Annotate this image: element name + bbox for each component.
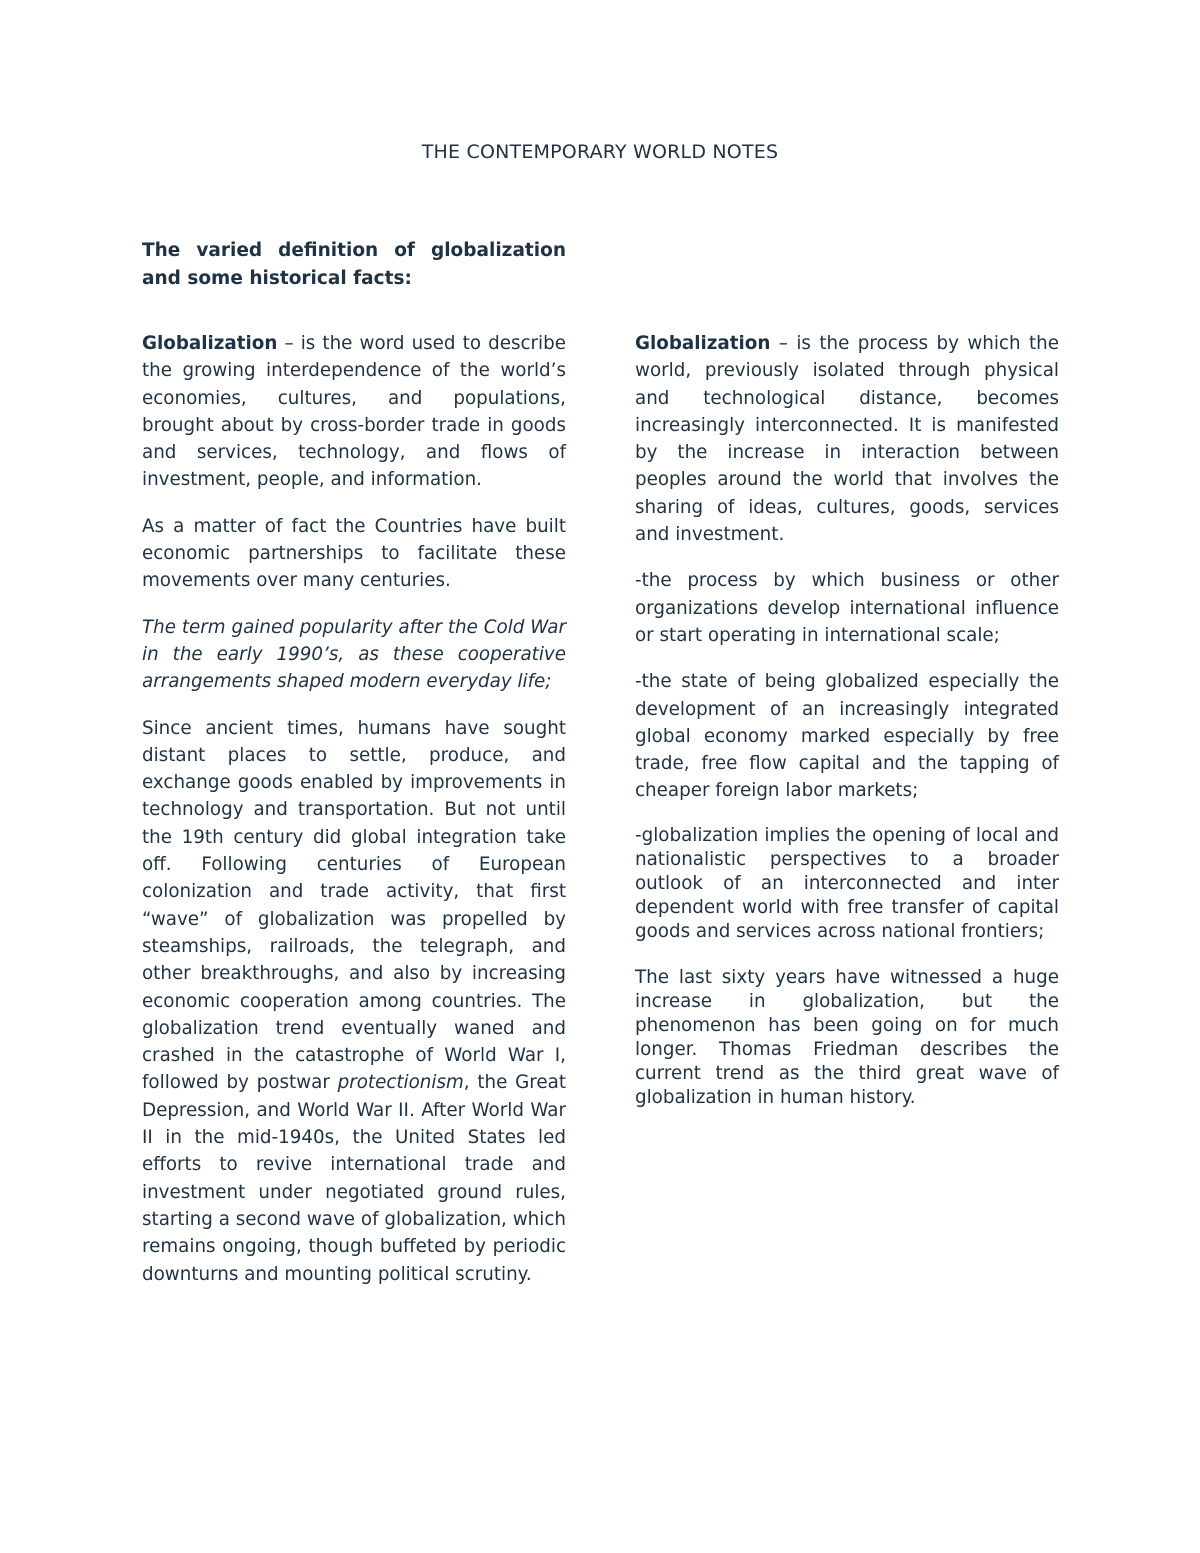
- page-title: THE CONTEMPORARY WORLD NOTES: [421, 141, 779, 163]
- right-paragraph-business: -the process by which business or other organizations develop international influence or start operating in international scale;: [635, 570, 1059, 646]
- history-term-protectionism: protectionism: [337, 1072, 464, 1094]
- right-paragraph-state: -the state of being globalized especially the development of an increasingly integrated global economy marked especially by free trade, free flow capital and the tapping of cheaper foreign labor markets;: [635, 671, 1059, 802]
- left-definition-text: – is the word used to describe the growing interdependence of the world’s economies, cultures, and populations, brought about by cross-border trade in goods and services, technology, and flows of investment, people, and information.: [142, 333, 566, 491]
- left-term-globalization: Globalization: [142, 333, 278, 354]
- left-paragraph-definition: [142, 330, 566, 494]
- right-definition-text: – is the process by which the world, previously isolated through physical and technological distance, becomes increasingly interconnected. It is manifested by the increase in interaction between peoples around the world that involves the sharing of ideas, cultures, goods, services and investment.: [635, 333, 1059, 546]
- left-paragraph-partnerships: As a matter of fact the Countries have built economic partnerships to facilitate these movements over many centuries.: [142, 515, 566, 592]
- right-paragraph-perspectives: -globalization implies the opening of local and nationalistic perspectives to a broader outlook of an interconnected and inter dependent world with free transfer of capital goods and services across national frontiers;: [635, 824, 1059, 942]
- right-paragraph-sixty-years: The last sixty years have witnessed a huge increase in globalization, but the phenomenon has been going on for much longer. Thomas Friedman describes the current trend as the third great wave of globalization in human history.: [635, 966, 1059, 1108]
- history-text-after: , the Great Depression, and World War II. After World War II in the mid-1940s, the United States led efforts to revive international trade and investment under negotiated ground rules, starting a second wave of globalization, which remains ongoing, though buffeted by periodic downturns and mounting political scrutiny.: [142, 1072, 566, 1285]
- left-paragraph-popularity: The term gained popularity after the Cold War in the early 1990’s, as these cooperative arrangements shaped modern everyday life;: [142, 616, 566, 693]
- left-column: [142, 330, 566, 1307]
- right-paragraph-definition: [635, 330, 1059, 548]
- right-column: [635, 330, 1059, 1132]
- section-heading: The varied definition of globalization and some historical facts:: [142, 240, 566, 289]
- history-text-before: Since ancient times, humans have sought distant places to settle, produce, and exchange goods enabled by improvements in technology and transportation. But not until the 19th century did global integration take off. Following centuries of European colonization and trade activity, that first “wave” of globalization was propelled by steamships, railroads, the telegraph, and other breakthroughs, and also by increasing economic cooperation among countries. The globalization trend eventually waned and crashed in the catastrophe of World War I, followed by postwar: [142, 717, 566, 1094]
- right-term-globalization: Globalization: [635, 333, 771, 354]
- left-paragraph-history: [142, 715, 566, 1288]
